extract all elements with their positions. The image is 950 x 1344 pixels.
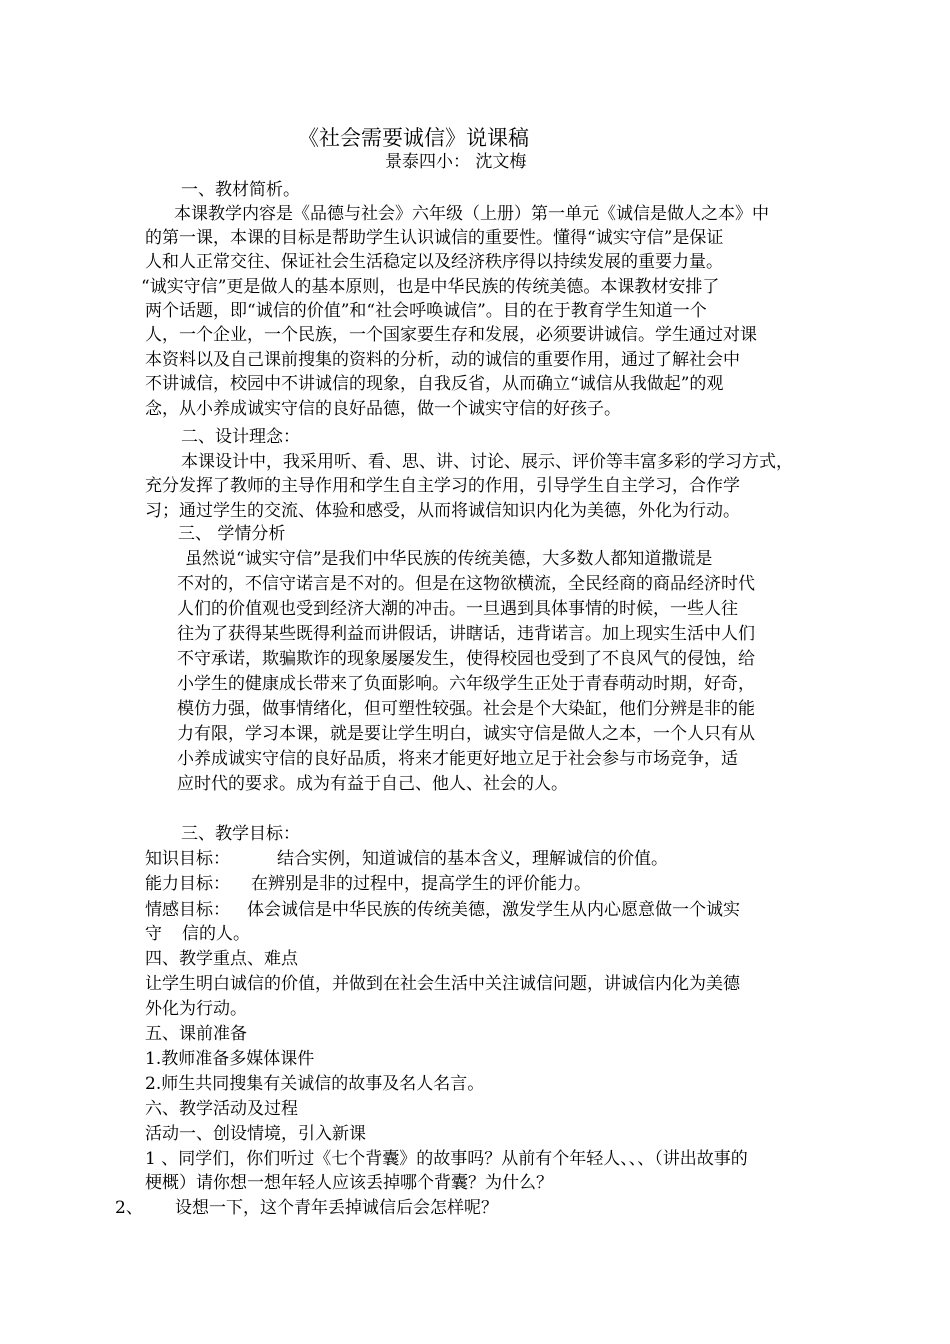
prep-item: 2.师生共同搜集有关诚信的故事及名人名言。 (145, 1074, 485, 1094)
section-3-line: 不对的，不信守诺言是不对的。但是在这物欲横流，全民经商的商品经济时代 (177, 574, 755, 594)
doc-title: 《社会需要诚信》说课稿 (298, 126, 529, 150)
section-3-line: 小养成诚实守信的良好品质，将来才能更好地立足于社会参与市场竞争，适 (177, 749, 738, 769)
goal-ability-text: 在辨别是非的过程中，提高学生的评价能力。 (251, 874, 591, 894)
section-1-line: 两个话题，即“诚信的价值”和“社会呼唤诚信”。目的在于教育学生知道一个 (145, 301, 707, 321)
section-1-line: 念，从小养成诚实守信的良好品德，做一个诚实守信的好孩子。 (145, 399, 621, 419)
question-2-text: 设想一下，这个青年丢掉诚信后会怎样呢？ (175, 1198, 498, 1218)
goal-emotion-cont: 信的人。 (182, 924, 250, 944)
section-1-line: 人，一个企业，一个民族，一个国家要生存和发展，必须要讲诚信。学生通过对课 (145, 325, 757, 345)
section-5-line: 让学生明白诚信的价值，并做到在社会生活中关注诚信问题，讲诚信内化为美德 (145, 974, 740, 994)
section-1-heading: 一、教材简析。 (181, 180, 300, 200)
section-2-heading: 二、设计理念： (181, 427, 300, 447)
section-1-line: 的第一课，本课的目标是帮助学生认识诚信的重要性。懂得“诚实守信”是保证 (145, 228, 724, 248)
section-7-heading: 六、教学活动及过程 (145, 1099, 298, 1119)
section-3-line: 人们的价值观也受到经济大潮的冲击。一旦遇到具体事情的时候，一些人往 (177, 599, 738, 619)
section-3-line: 不守承诺，欺骗欺诈的现象屡屡发生，使得校园也受到了不良风气的侵蚀，给 (177, 649, 755, 669)
section-2-line: 本课设计中，我采用听、看、思、讲、讨论、展示、评价等丰富多彩的学习方式， (181, 452, 793, 472)
section-1-line: 本课教学内容是《品德与社会》六年级（上册）第一单元《诚信是做人之本》中 (174, 204, 769, 224)
section-1-line: 不讲诚信，校园中不讲诚信的现象，自我反省，从而确立“诚信从我做起”的观 (145, 374, 724, 394)
doc-author: 景泰四小： 沈文梅 (385, 152, 527, 172)
goal-ability-label: 能力目标： (145, 874, 230, 894)
section-5-line: 外化为行动。 (145, 999, 247, 1019)
goal-knowledge-label: 知识目标： (145, 849, 230, 869)
section-3-line: 虽然说“诚实守信”是我们中华民族的传统美德，大多数人都知道撒谎是 (185, 549, 713, 569)
goal-emotion-text: 体会诚信是中华民族的传统美德，激发学生从内心愿意做一个诚实 (247, 900, 740, 920)
section-3-line: 小学生的健康成长带来了负面影响。六年级学生正处于青春萌动时期，好奇， (177, 674, 755, 694)
section-3-line: 模仿力强，做事情绪化，但可塑性较强。社会是个大染缸，他们分辨是非的能 (177, 699, 755, 719)
section-2-line: 习；通过学生的交流、体验和感受，从而将诚信知识内化为美德，外化为行动。 (145, 501, 740, 521)
section-1-line: 本资料以及自己课前搜集的资料的分析，动的诚信的重要作用，通过了解社会中 (145, 350, 740, 370)
activity-1-line: 1 、同学们，你们听过《七个背囊》的故事吗？从前有个年轻人、、、（讲出故事的 (145, 1149, 748, 1169)
goal-knowledge-text: 结合实例，知道诚信的基本含义，理解诚信的价值。 (277, 849, 668, 869)
activity-1-line: 梗概）请你想一想年轻人应该丢掉哪个背囊？为什么？ (145, 1173, 553, 1193)
section-3-line: 力有限，学习本课，就是要让学生明白，诚实守信是做人之本，一个人只有从 (177, 724, 755, 744)
section-3-line: 往为了获得某些既得利益而讲假话，讲瞎话，违背诺言。加上现实生活中人们 (177, 624, 755, 644)
section-4-heading: 三、教学目标： (181, 824, 300, 844)
activity-1-heading: 活动一、创设情境，引入新课 (145, 1124, 366, 1144)
section-1-line: “诚实守信”更是做人的基本原则，也是中华民族的传统美德。本课教材安排了 (141, 277, 720, 297)
goal-emotion-label: 情感目标： (145, 900, 230, 920)
goal-emotion-cont: 守 (145, 924, 162, 944)
question-2-number: 2、 (115, 1198, 143, 1218)
section-5-heading: 四、教学重点、难点 (145, 949, 298, 969)
section-3-heading: 三、 学情分析 (178, 524, 286, 544)
section-6-heading: 五、课前准备 (145, 1024, 247, 1044)
section-1-line: 人和人正常交往、保证社会生活稳定以及经济秩序得以持续发展的重要力量。 (145, 252, 723, 272)
section-2-line: 充分发挥了教师的主导作用和学生自主学习的作用，引导学生自主学习，合作学 (145, 476, 740, 496)
section-3-line: 应时代的要求。成为有益于自己、他人、社会的人。 (177, 774, 568, 794)
prep-item: 1.教师准备多媒体课件 (145, 1049, 315, 1069)
